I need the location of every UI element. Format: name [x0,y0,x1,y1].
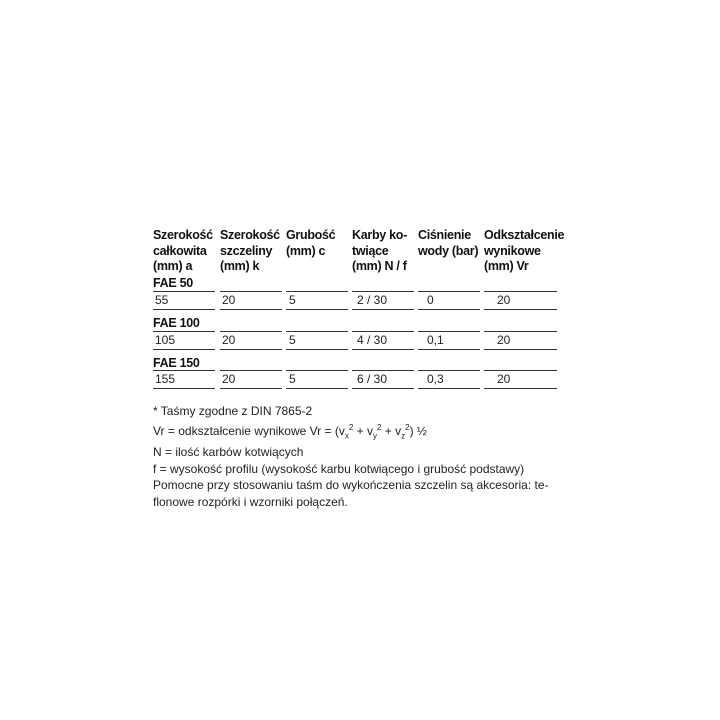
row-divider [418,370,480,371]
row-divider [286,349,348,350]
group-label-fae150: FAE 150 [153,356,200,370]
note-anchor-count: N = ilość karbów kotwiących [153,445,304,460]
cell-total-width: 155 [155,372,176,386]
row-divider [286,331,348,332]
cell-thickness: 5 [289,372,296,386]
note-profile-height: f = wysokość profilu (wysokość karbu kotwiącego i grubość podstawy) [153,461,525,476]
cell-deformation: 20 [497,372,511,386]
header-thickness: Grubość (mm) c [286,228,336,258]
row-divider [418,388,480,389]
cell-total-width: 55 [155,293,169,307]
row-divider [484,331,557,332]
cell-gap-width: 20 [222,372,236,386]
cell-water-pressure: 0,3 [427,372,444,386]
row-divider [352,370,414,371]
row-divider [352,291,414,292]
cell-thickness: 5 [289,293,296,307]
formula-sup: 2 [348,422,354,432]
header-deformation: Odkształcenie wynikowe (mm) Vr [484,228,565,273]
formula-sub-y: y [373,430,377,440]
header-gap-width: Szerokość szczeliny (mm) k [220,228,280,273]
row-divider [220,291,282,292]
note-accessories: Pomocne przy stosowaniu taśm do wykończenia szczelin są akcesoria: te- [153,478,549,493]
note-din-standard: * Taśmy zgodne z DIN 7865-2 [153,404,313,418]
cell-deformation: 20 [497,293,511,307]
row-divider [220,331,282,332]
header-anchors: Karby ko- twiące (mm) N / f [352,228,407,273]
row-divider [220,309,282,310]
formula-prefix: Vr = odkształcenie wynikowe Vr = (v [153,423,345,438]
row-divider [286,291,348,292]
formula-sub-x: x [344,430,349,440]
formula-plus: + v [381,423,402,438]
formula-suffix: ) ½ [409,423,427,438]
row-divider [484,349,557,350]
row-divider [153,291,215,292]
cell-thickness: 5 [289,333,296,347]
cell-anchors: 2 / 30 [357,293,388,307]
row-divider [484,388,557,389]
row-divider [418,291,480,292]
formula-sub-z: z [401,430,406,440]
row-divider [352,331,414,332]
row-divider [484,309,557,310]
row-divider [418,331,480,332]
row-divider [153,370,215,371]
group-label-fae50: FAE 50 [153,276,193,290]
note-deformation-formula [153,420,573,445]
row-divider [153,388,215,389]
formula-sup: 2 [377,422,382,432]
row-divider [484,370,557,371]
formula-plus: + v [353,423,373,438]
row-divider [484,291,557,292]
row-divider [220,349,282,350]
row-divider [220,370,282,371]
row-divider [220,388,282,389]
row-divider [418,349,480,350]
notes-block [153,403,573,510]
row-divider [352,388,414,389]
row-divider [352,349,414,350]
row-divider [153,309,215,310]
row-divider [352,309,414,310]
cell-gap-width: 20 [222,293,236,307]
cell-anchors: 6 / 30 [357,372,388,386]
row-divider [286,388,348,389]
header-water-pressure: Ciśnienie wody (bar) [418,228,479,258]
cell-total-width: 105 [155,333,176,347]
cell-water-pressure: 0 [427,293,434,307]
cell-anchors: 4 / 30 [357,333,388,347]
cell-deformation: 20 [497,333,511,347]
note-accessories-cont: flonowe rozpórki i wzorniki połączeń. [153,494,348,509]
row-divider [418,309,480,310]
row-divider [286,309,348,310]
group-label-fae100: FAE 100 [153,316,200,330]
row-divider [153,349,215,350]
formula-sup: 2 [405,422,410,432]
row-divider [153,331,215,332]
header-total-width: Szerokość całkowita (mm) a [153,228,213,273]
cell-water-pressure: 0,1 [427,333,444,347]
cell-gap-width: 20 [222,333,236,347]
row-divider [286,370,348,371]
